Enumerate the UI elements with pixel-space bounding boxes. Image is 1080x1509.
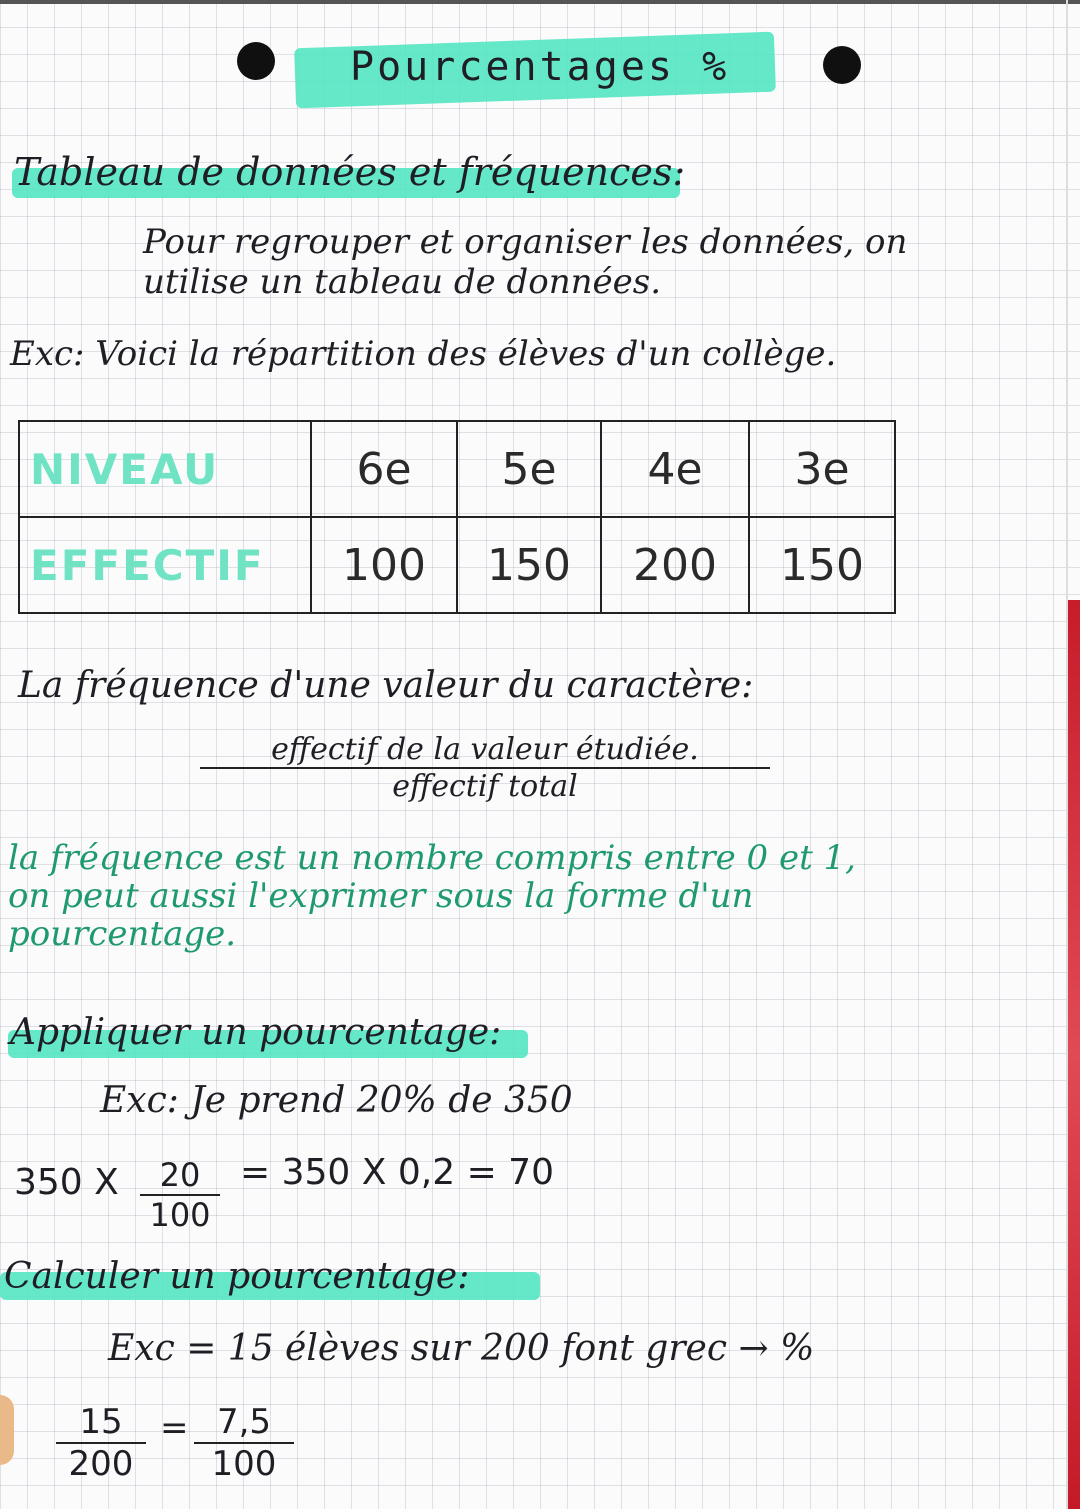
table-label-effectif: EFFECTIF: [19, 517, 311, 613]
table-cell-count: 150: [457, 517, 601, 613]
apply-calc-right: = 350 X 0,2 = 70: [240, 1152, 554, 1193]
red-margin-strip: [1068, 600, 1080, 1509]
compute-fraction-2: [194, 1402, 294, 1484]
table-cell-count: 150: [749, 517, 895, 613]
compute-denominator-1: 200: [68, 1444, 134, 1484]
table-row-niveau: [19, 421, 895, 517]
page-title: Pourcentages %: [350, 44, 730, 90]
frequency-note-line2: on peut aussi l'exprimer sous la forme d'un: [8, 876, 754, 916]
compute-equals: =: [160, 1408, 189, 1448]
apply-numerator: 20: [140, 1156, 220, 1196]
section1-line1: Pour regrouper et organiser les données, on: [143, 222, 908, 262]
table-cell-level: 5e: [457, 421, 601, 517]
page-top-edge: [0, 0, 1080, 4]
table-cell-count: 200: [601, 517, 749, 613]
section1-line2: utilise un tableau de données.: [143, 262, 662, 302]
frequency-numerator: effectif de la valeur étudiée.: [200, 732, 770, 769]
table-cell-count: 100: [311, 517, 457, 613]
example-college: Exc: Voici la répartition des élèves d'un collège.: [10, 334, 837, 374]
apply-fraction: [140, 1156, 220, 1234]
compute-heading: Calculer un pourcentage:: [4, 1256, 470, 1297]
frequency-note-line1: la fréquence est un nombre compris entre 0 et 1,: [8, 838, 856, 878]
compute-numerator-2: 7,5: [194, 1402, 294, 1444]
compute-fraction-1: [56, 1402, 146, 1484]
data-table: [18, 420, 896, 614]
table-cell-level: 4e: [601, 421, 749, 517]
page-tab: [0, 1395, 14, 1465]
compute-numerator-1: 15: [56, 1402, 146, 1444]
apply-denominator: 100: [149, 1196, 211, 1234]
apply-calc-left: 350 X: [14, 1162, 119, 1203]
table-label-niveau: NIVEAU: [19, 421, 311, 517]
binder-hole-right: [823, 46, 861, 84]
frequency-intro: La fréquence d'une valeur du caractère:: [18, 665, 754, 706]
table-cell-level: 3e: [749, 421, 895, 517]
section1-heading: Tableau de données et fréquences:: [14, 150, 686, 194]
compute-example: Exc = 15 élèves sur 200 font grec → %: [108, 1328, 815, 1369]
frequency-denominator: effectif total: [392, 769, 578, 804]
frequency-fraction: [200, 732, 770, 804]
compute-denominator-2: 100: [211, 1444, 277, 1484]
binder-hole-left: [237, 42, 275, 80]
apply-heading: Appliquer un pourcentage:: [10, 1012, 502, 1053]
apply-example: Exc: Je prend 20% de 350: [100, 1080, 573, 1121]
frequency-note-line3: pourcentage.: [8, 914, 237, 954]
table-cell-level: 6e: [311, 421, 457, 517]
table-row-effectif: [19, 517, 895, 613]
